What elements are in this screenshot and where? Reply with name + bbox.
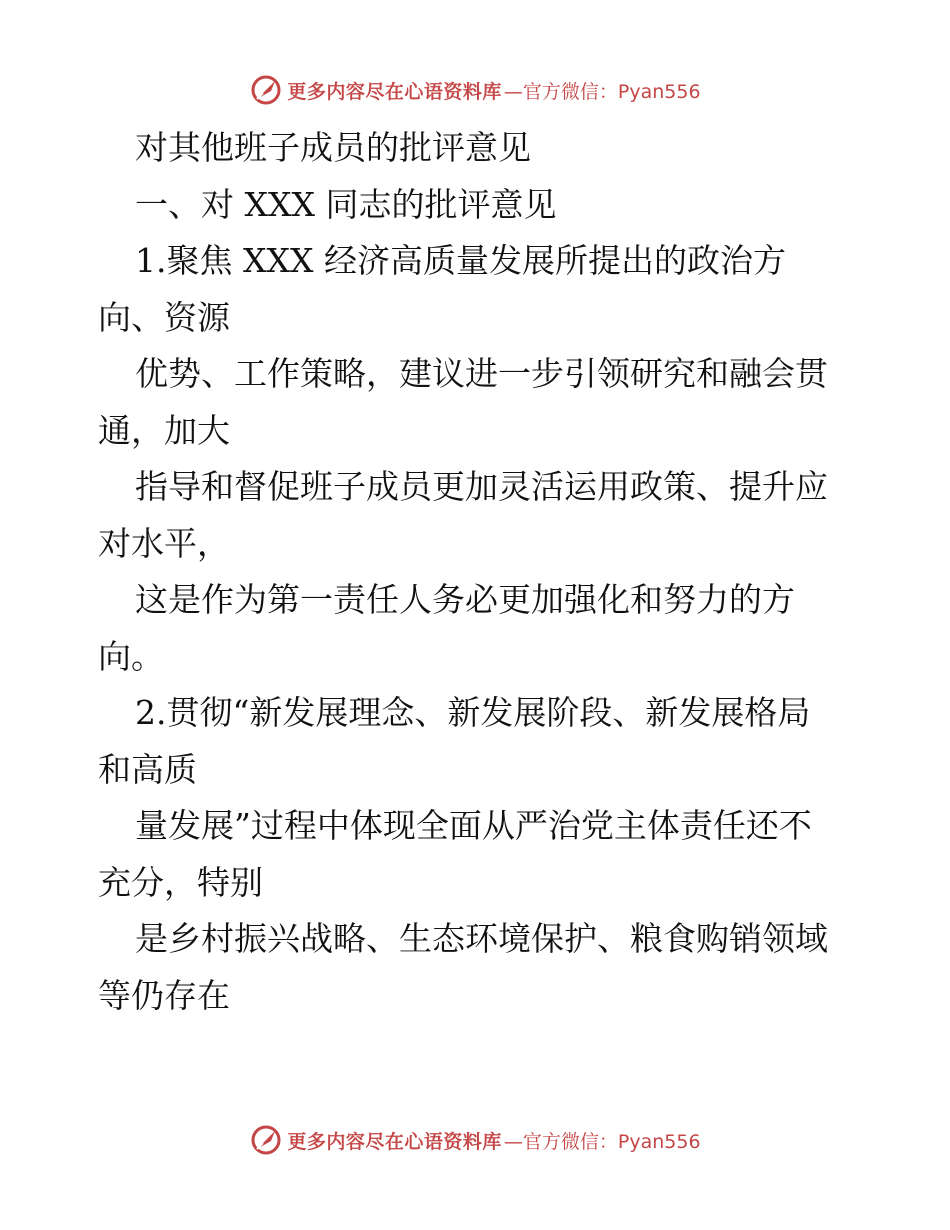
doc-title: 对其他班子成员的批评意见 bbox=[135, 128, 531, 167]
paragraph-line: 这是作为第一责任人务必更加强化和努力的方 bbox=[135, 580, 795, 619]
paragraph-line: 指导和督促班子成员更加灵活运用政策、提升应 bbox=[135, 467, 828, 506]
paragraph-line: 对水平， bbox=[98, 523, 230, 563]
footer-brand-text: 更多内容尽在心语资料库 bbox=[287, 1130, 502, 1153]
footer-banner bbox=[0, 1120, 950, 1160]
header-brand-text: 更多内容尽在心语资料库 bbox=[287, 80, 502, 103]
section-heading: 一、对 XXX 同志的批评意见 bbox=[135, 184, 557, 224]
quill-logo-icon bbox=[249, 1123, 283, 1157]
paragraph-line: 向、资源 bbox=[98, 297, 230, 337]
header-wechat-text: —官方微信：Pyan556 bbox=[503, 80, 701, 103]
document-body bbox=[98, 120, 868, 1024]
quill-logo-icon bbox=[249, 73, 283, 107]
paragraph-line: 1.聚焦 XXX 经济高质量发展所提出的政治方 bbox=[135, 241, 786, 280]
header-banner bbox=[0, 70, 950, 110]
paragraph-line: 通，加大 bbox=[98, 410, 230, 450]
paragraph-line: 充分，特别 bbox=[98, 862, 263, 902]
paragraph-line: 等仍存在 bbox=[98, 975, 230, 1015]
paragraph-line: 量发展”过程中体现全面从严治党主体责任还不 bbox=[135, 806, 812, 845]
paragraph-line: 优势、工作策略，建议进一步引领研究和融会贯 bbox=[135, 354, 828, 393]
paragraph-line: 和高质 bbox=[98, 749, 197, 789]
footer-wechat-text: —官方微信：Pyan556 bbox=[503, 1130, 701, 1153]
paragraph-line: 向。 bbox=[98, 636, 164, 676]
paragraph-line: 2.贯彻“新发展理念、新发展阶段、新发展格局 bbox=[135, 693, 811, 732]
paragraph-line: 是乡村振兴战略、生态环境保护、粮食购销领域 bbox=[135, 919, 828, 958]
